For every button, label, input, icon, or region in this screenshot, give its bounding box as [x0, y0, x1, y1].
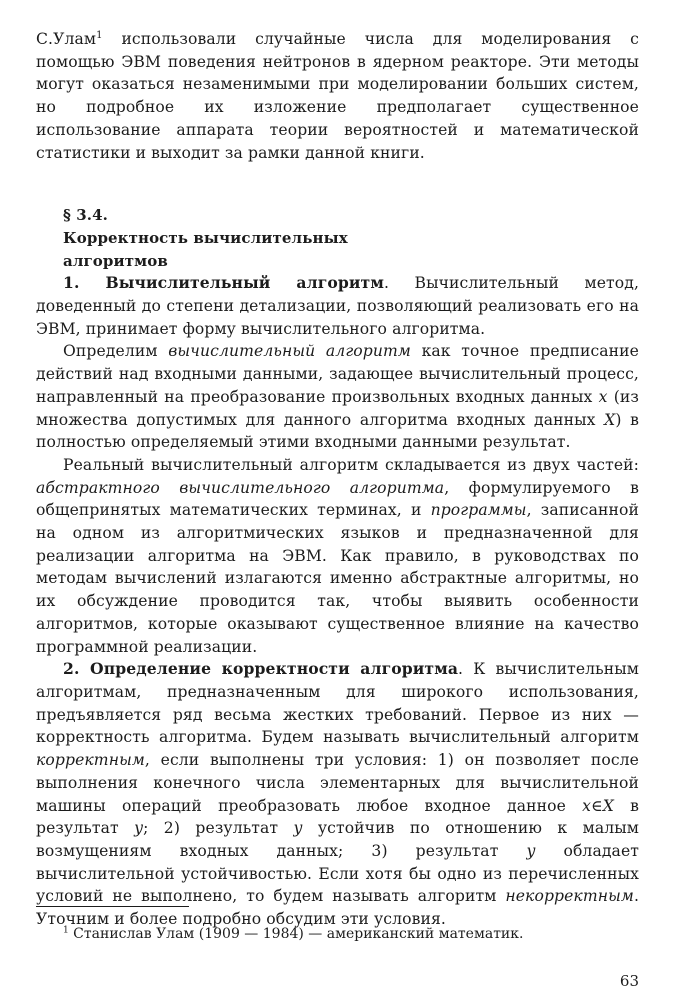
- footnote-number: 1: [63, 925, 69, 936]
- term-computational-algorithm: вычислительный алгоритм: [168, 342, 411, 361]
- paragraph-text: (из множества допустимых для данного алгоритма входных данных: [36, 387, 640, 429]
- paragraph-text: . Вычислительный метод, доведенный до степени детализации, позволяющий реализовать его на ЭВМ, принимает форму вычислительного алгоритма.: [36, 274, 639, 338]
- variable-X: X: [604, 410, 616, 429]
- paragraph-text: . К вычислительным алгоритмам, предназначенным для широкого использования, предъявляется ряд весьма жестких требований. Первое из них — корректность алгоритма. Будем называть вычислительный алгоритм: [36, 660, 639, 747]
- footnote: [63, 926, 523, 942]
- paragraph-text: , если выполнены три условия: 1) он позволяет после выполнения конечного числа элементарных для вычислительной машины операций преобразовать любое входное данное: [36, 751, 639, 815]
- subsection-heading-2: 2. Определение корректности алгоритма: [63, 659, 459, 679]
- paragraph-computational-algorithm: [36, 272, 639, 340]
- intro-text: использовали случайные числа для моделирования с помощью ЭВМ поведения нейтронов в ядерном реакторе. Эти методы могут оказаться незаменимыми при моделировании больших систем, но подробное их изложение предполагает существенное использование аппарата теории вероятностей и математической статистики и выходит за рамки данной книги.: [36, 30, 639, 162]
- footnote-divider: [36, 906, 189, 907]
- term-program: программы: [430, 501, 527, 520]
- paragraph-text: ) в полностью определяемый этими входными данными результат.: [36, 410, 639, 452]
- paragraph-text: , записанной на одном из алгоритмических языков и предназначенной для реализации алгоритма на ЭВМ. Как правило, в руководствах по методам вычислений излагаются именно абстрактные алгоритмы, но их обсуждение проводится так, чтобы выявить особенности алгоритмов, которые оказывают существенное влияние на качество программной реализации.: [36, 501, 639, 656]
- intro-paragraph: [36, 28, 639, 164]
- paragraph-text: обладает вычислительной устойчивостью. Если хотя бы одно из перечисленных условий не выполнено, то будем называть алгоритм: [36, 841, 639, 906]
- expression-x-in-X: x∈X: [582, 796, 614, 815]
- section-title-part-1: Корректность вычислительных: [63, 228, 348, 247]
- term-correct: корректным: [36, 751, 145, 770]
- section-heading: [36, 204, 639, 272]
- paragraph-text: как точное предписание действий над входными данными, задающее вычислительный процесс, направленный на преобразование произвольных входных данных: [36, 342, 639, 406]
- paragraph-correctness-definition: [36, 658, 639, 930]
- paragraph-text: , формулируемого в общепринятых математических терминах, и: [36, 478, 639, 520]
- paragraph-real-algorithm: [36, 454, 639, 658]
- page-number: 63: [619, 972, 639, 990]
- paragraph-definition: [36, 340, 639, 454]
- paragraph-text: Определим: [63, 342, 169, 361]
- paragraph-text: . Уточним и более подробно обсудим эти условия.: [36, 887, 639, 929]
- footnote-text: Станислав Улам (1909 — 1984) — американский математик.: [68, 926, 524, 942]
- footnote-marker: 1: [96, 29, 103, 41]
- subsection-heading-1: 1. Вычислительный алгоритм: [63, 273, 384, 293]
- paragraph-text: в результат: [36, 796, 640, 838]
- term-abstract-algorithm: абстрактного вычислительного алгоритма: [36, 478, 445, 497]
- paragraph-text: устойчив по отношению к малым возмущениям входных данных; 3) результат: [36, 819, 640, 860]
- section-title-line-2: алгоритмов: [63, 251, 168, 270]
- term-incorrect: некорректным: [505, 887, 634, 906]
- paragraph-text: ; 2) результат: [143, 819, 294, 838]
- page-body: [36, 28, 639, 931]
- paragraph-text: Реальный вычислительный алгоритм складывается из двух частей:: [63, 455, 639, 474]
- intro-author: С.Улам: [36, 30, 97, 48]
- variable-y: y: [293, 819, 303, 838]
- variable-y: y: [134, 819, 144, 838]
- section-title-line-1: [63, 204, 639, 249]
- variable-x: x: [598, 387, 608, 406]
- variable-y: y: [526, 841, 536, 860]
- section-number: § 3.4.: [63, 206, 108, 225]
